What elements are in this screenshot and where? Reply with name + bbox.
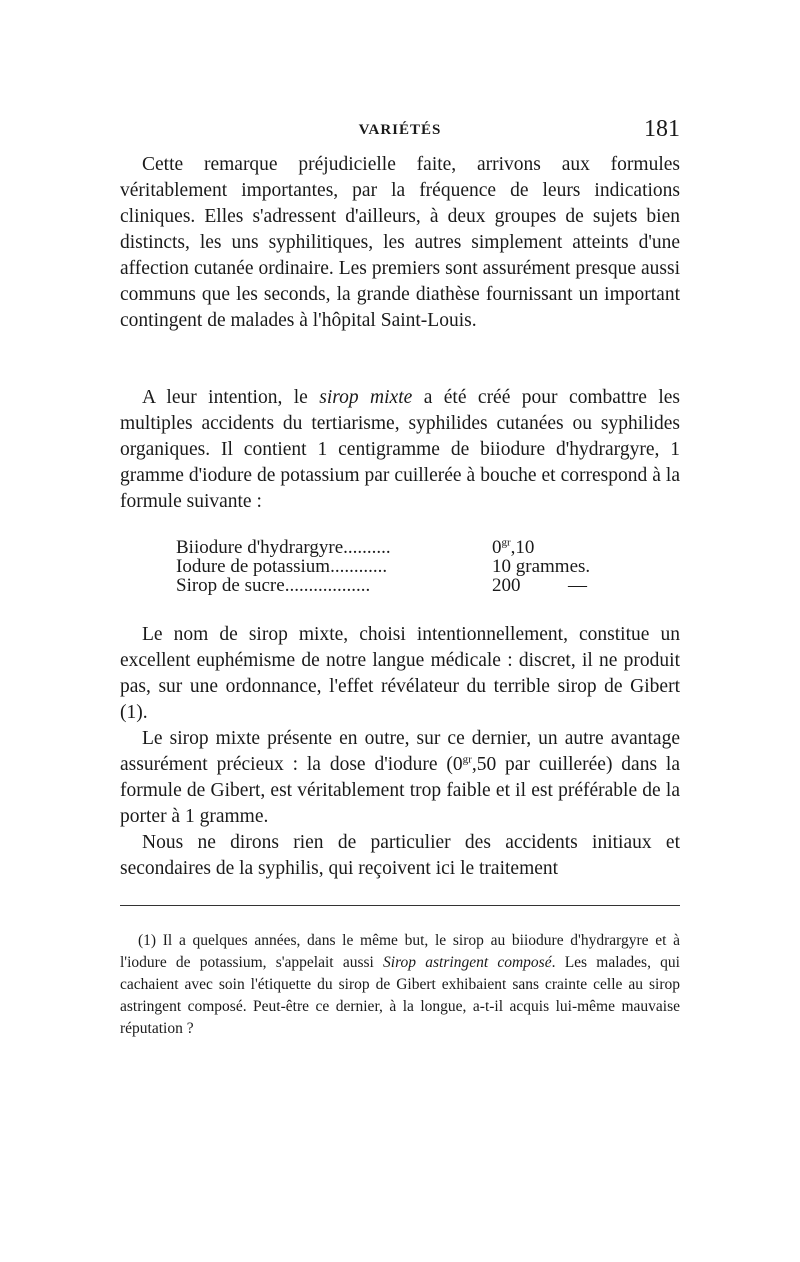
formula-row <box>176 538 646 557</box>
paragraph-3: Le nom de sirop mixte, choisi intentionnellement, constitue un excellent euphémisme de notre langue médicale : discret, il ne produit pas, sur une ordonnance, l'effet révélateur du terrible sirop de Gibert (1). <box>120 624 680 723</box>
paragraph-2-text-b: a été créé pour combattre les multiples accidents du tertiarisme, syphilides cutanées ou syphilides organiques. Il contient 1 centigramme de biiodure d'hydrargyre, 1 gramme d'iodure de potassium par cuillerée à bouche et correspond à la formule suivante : <box>120 387 680 512</box>
paragraph-2 <box>120 385 680 515</box>
paragraph-4-text-a: Le sirop mixte présente en outre, sur ce dernier, un autre avantage assurément précieux : la dose d'iodure (0 <box>120 728 680 775</box>
running-head <box>120 116 680 146</box>
paragraph-4 <box>120 726 680 830</box>
formula-ditto-mark: — <box>568 575 587 596</box>
paragraph-4-superscript: gr <box>462 753 472 766</box>
formula-ingredient: Biiodure d'hydrargyre.......... <box>176 537 391 558</box>
paragraph-1: Cette remarque préjudicielle faite, arrivons aux formules véritablement importantes, par la fréquence de leurs indications cliniques. Elles s'adressent d'ailleurs, à deux groupes de sujets bien distincts, les uns syphilitiques, les autres simplement atteints d'une affection cutanée ordinaire. Les premiers sont assurément presque aussi communs que les seconds, la grande diathèse fournissant un important contingent de malades à l'hôpital Saint-Louis. <box>120 154 680 331</box>
footnote-1 <box>120 930 680 1040</box>
footnote-divider <box>120 905 680 906</box>
paragraph-2-emphasis: sirop mixte <box>319 387 413 408</box>
formula-table <box>176 538 646 595</box>
formula-quantity: 10 grammes. <box>492 556 591 577</box>
formula-ingredient: Iodure de potassium............ <box>176 556 388 577</box>
paragraph-2-text-a: A leur intention, le <box>142 387 320 408</box>
footnote-text-b: . Les malades, qui cachaient avec soin l'étiquette du sirop de Gibert exhibaient sans crainte celle au sirop astringent composé. Peut-être ce dernier, à la longue, a-t-il acquis lui-même mauvaise réputation ? <box>120 954 680 1037</box>
formula-quantity: $0^{gr},10$ <box>492 536 535 558</box>
formula-row <box>176 557 646 576</box>
paragraph-4-text-b: ,50 par cuillerée) dans la formule de Gibert, est véritablement trop faible et il est préférable de la porter à 1 gramme. <box>120 754 681 827</box>
footnote-text-a: (1) Il a quelques années, dans le même but, le sirop au biiodure d'hydrargyre et à l'iodure de potassium, s'appelait aussi <box>120 932 680 971</box>
formula-ingredient: Sirop de sucre.................. <box>176 575 371 596</box>
footnote-emphasis: Sirop astringent composé <box>383 954 552 971</box>
running-title: VARIÉTÉS <box>358 122 442 138</box>
formula-row <box>176 576 646 595</box>
formula-quantity: 200 <box>492 575 521 596</box>
paragraph-5: Nous ne dirons rien de particulier des accidents initiaux et secondaires de la syphilis, qui reçoivent ici le traitement <box>120 832 680 879</box>
page-number: 181 <box>644 116 680 142</box>
